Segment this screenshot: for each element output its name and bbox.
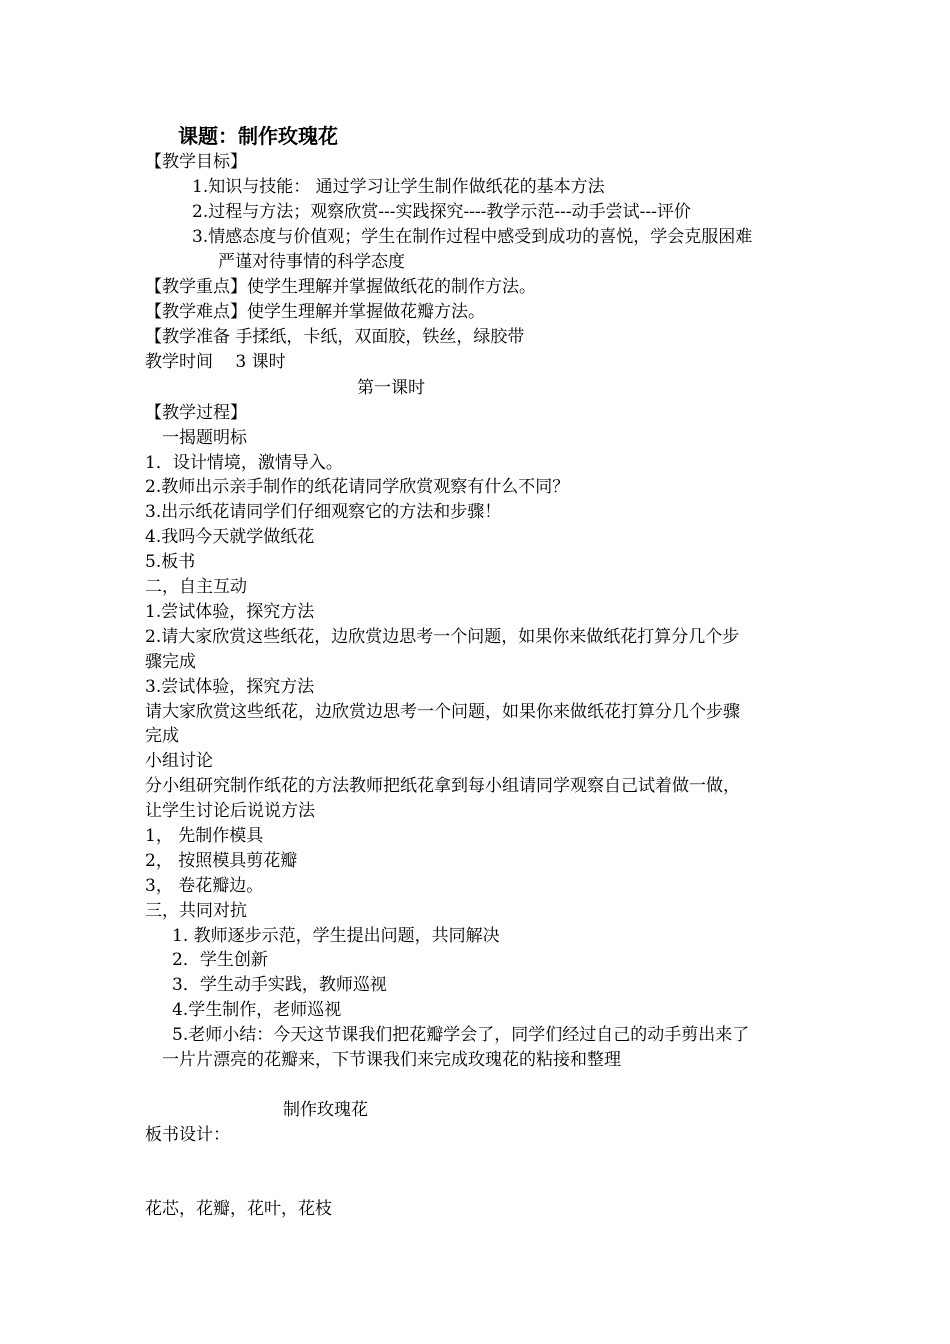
objective-item-2: 2.过程与方法；观察欣赏---实践探究----教学示范---动手尝试---评价: [192, 202, 691, 222]
key-point: 【教学重点】使学生理解并掌握做纸花的制作方法。: [145, 277, 536, 297]
text-line: 1.尝试体验，探究方法: [145, 602, 315, 622]
objective-item-1: 1.知识与技能： 通过学习让学生制作做纸花的基本方法: [192, 177, 605, 197]
teaching-time: 教学时间 3 课时: [145, 352, 286, 372]
text-line: 2， 按照模具剪花瓣: [145, 851, 298, 871]
text-line: 3， 卷花瓣边。: [145, 876, 264, 896]
list-item: 3.出示纸花请同学们仔细观察它的方法和步骤！: [145, 502, 502, 522]
objectives-header: 【教学目标】: [145, 152, 247, 172]
list-item: 4.我吗今天就学做纸花: [145, 527, 315, 547]
section-3-title: 三，共同对抗: [145, 901, 247, 921]
text-line: 完成: [145, 726, 179, 746]
list-item: 4.学生制作，老师巡视: [172, 1000, 342, 1020]
board-content: 花芯，花瓣，花叶，花枝: [145, 1199, 332, 1219]
list-item: 2.教师出示亲手制作的纸花请同学欣赏观察有什么不同？: [145, 477, 570, 497]
list-item: 5.老师小结：今天这节课我们把花瓣学会了，同学们经过自己的动手剪出来了: [172, 1025, 750, 1045]
list-item: 5.板书: [145, 552, 196, 572]
list-item: 1．设计情境，激情导入。: [145, 453, 343, 473]
lesson-heading: 第一课时: [357, 378, 425, 398]
text-line: 2.请大家欣赏这些纸花，边欣赏边思考一个问题，如果你来做纸花打算分几个步: [145, 627, 740, 647]
board-title: 制作玫瑰花: [283, 1100, 368, 1120]
text-line: 分小组研究制作纸花的方法教师把纸花拿到每小组请同学观察自己试着做一做，: [145, 776, 740, 796]
text-line: 小组讨论: [145, 751, 213, 771]
text-line: 骤完成: [145, 652, 196, 672]
board-label: 板书设计：: [145, 1125, 230, 1145]
process-header: 【教学过程】: [145, 403, 247, 423]
text-line: 请大家欣赏这些纸花，边欣赏边思考一个问题，如果你来做纸花打算分几个步骤: [145, 702, 740, 722]
objective-item-3-continued: 严谨对待事情的科学态度: [218, 252, 405, 272]
list-item: 2．学生创新: [172, 950, 268, 970]
text-line: 1， 先制作模具: [145, 826, 264, 846]
page-title: 课题：制作玫瑰花: [178, 124, 338, 148]
text-line: 让学生讨论后说说方法: [145, 801, 315, 821]
objective-item-3: 3.情感态度与价值观；学生在制作过程中感受到成功的喜悦，学会克服困难: [192, 227, 753, 247]
section-2-title: 二，自主互动: [145, 577, 247, 597]
difficulty: 【教学难点】使学生理解并掌握做花瓣方法。: [145, 302, 485, 322]
preparation: 【教学准备 手揉纸，卡纸，双面胶，铁丝，绿胶带: [145, 327, 525, 347]
list-item: 一片片漂亮的花瓣来，下节课我们来完成玫瑰花的粘接和整理: [162, 1050, 621, 1070]
list-item: 3．学生动手实践，教师巡视: [172, 975, 387, 995]
text-line: 3.尝试体验，探究方法: [145, 677, 315, 697]
section-1-title: 一揭题明标: [162, 428, 247, 448]
list-item: 1. 教师逐步示范，学生提出问题，共同解决: [172, 926, 500, 946]
